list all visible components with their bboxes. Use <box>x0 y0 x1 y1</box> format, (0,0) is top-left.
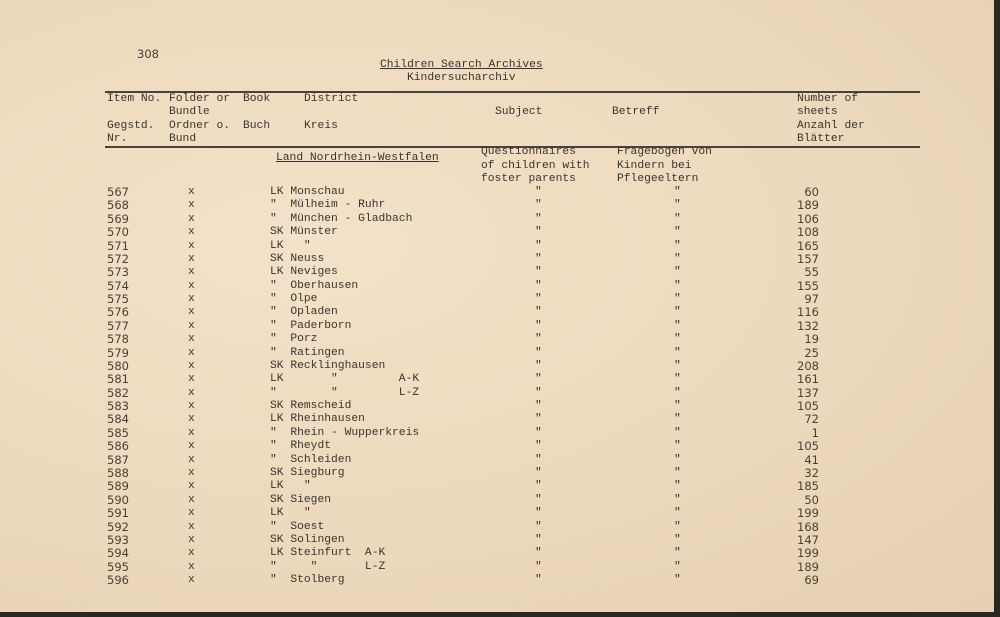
betreff-ditto: " <box>674 239 681 252</box>
district-name: " München - Gladbach <box>270 212 413 225</box>
sheet-count: 185 <box>797 479 819 494</box>
folder-mark: x <box>188 507 195 520</box>
subject-ditto: " <box>535 186 542 198</box>
district-name: LK " <box>270 239 311 252</box>
district-name: " Opladen <box>270 306 338 319</box>
district-name: " Soest <box>270 520 325 533</box>
district-name: LK " <box>270 507 311 520</box>
district-name: LK " <box>270 480 311 493</box>
subject-ditto: " <box>535 413 542 426</box>
district-name: SK Neuss <box>270 252 325 265</box>
section-title: Land Nordrhein-Westfalen <box>276 152 439 164</box>
header-blaetter: Blätter <box>797 133 845 145</box>
item-number: 593 <box>107 532 129 547</box>
folder-mark: x <box>188 186 195 198</box>
folder-mark: x <box>188 453 195 466</box>
folder-mark: x <box>188 252 195 265</box>
subject-ditto: " <box>535 346 542 359</box>
section-subject-2: of children with <box>481 160 590 172</box>
subject-ditto: " <box>535 359 542 372</box>
subject-ditto: " <box>535 480 542 493</box>
betreff-ditto: " <box>674 252 681 265</box>
subject-ditto: " <box>535 212 542 225</box>
betreff-ditto: " <box>674 346 681 359</box>
district-name: " Olpe <box>270 293 318 306</box>
folder-mark: x <box>188 560 195 573</box>
item-number: 574 <box>107 278 129 293</box>
item-number: 577 <box>107 318 129 333</box>
sheet-count: 69 <box>804 573 819 588</box>
header-betreff: Betreff <box>612 106 660 118</box>
header-bundle: Bundle <box>169 106 210 118</box>
subject-ditto: " <box>535 279 542 292</box>
header-subject: Subject <box>495 106 543 118</box>
betreff-ditto: " <box>674 359 681 372</box>
sheet-count: 1 <box>811 425 819 440</box>
sheet-count: 189 <box>797 198 819 213</box>
sheet-count: 199 <box>797 506 819 521</box>
item-number: 582 <box>107 385 129 400</box>
district-name: SK Solingen <box>270 533 345 546</box>
subject-ditto: " <box>535 386 542 399</box>
folder-mark: x <box>188 373 195 386</box>
district-name: " " L-Z <box>270 560 386 573</box>
item-number: 579 <box>107 345 129 360</box>
subject-ditto: " <box>535 520 542 533</box>
subject-ditto: " <box>535 466 542 479</box>
item-number: 572 <box>107 251 129 266</box>
betreff-ditto: " <box>674 226 681 239</box>
betreff-ditto: " <box>674 306 681 319</box>
item-number: 585 <box>107 425 129 440</box>
folder-mark: x <box>188 400 195 413</box>
folder-mark: x <box>188 266 195 279</box>
betreff-ditto: " <box>674 533 681 546</box>
subject-ditto: " <box>535 319 542 332</box>
betreff-ditto: " <box>674 293 681 306</box>
subject-ditto: " <box>535 373 542 386</box>
folder-mark: x <box>188 533 195 546</box>
item-number: 581 <box>107 372 129 387</box>
district-name: " Porz <box>270 333 318 346</box>
subject-ditto: " <box>535 507 542 520</box>
district-name: SK Recklinghausen <box>270 359 386 372</box>
subject-ditto: " <box>535 440 542 453</box>
subject-ditto: " <box>535 306 542 319</box>
item-number: 573 <box>107 265 129 280</box>
sheet-count: 60 <box>804 185 819 199</box>
district-name: " Paderborn <box>270 319 352 332</box>
betreff-ditto: " <box>674 507 681 520</box>
betreff-ditto: " <box>674 547 681 560</box>
subject-ditto: " <box>535 239 542 252</box>
betreff-ditto: " <box>674 199 681 212</box>
betreff-ditto: " <box>674 400 681 413</box>
sheet-count: 55 <box>804 265 819 280</box>
betreff-ditto: " <box>674 279 681 292</box>
item-number: 576 <box>107 305 129 320</box>
sheet-count: 137 <box>797 385 819 400</box>
section-betreff-3: Pflegeeltern <box>617 173 699 185</box>
item-number: 594 <box>107 546 129 561</box>
district-name: SK Münster <box>270 226 338 239</box>
district-name: LK Neviges <box>270 266 338 279</box>
folder-mark: x <box>188 359 195 372</box>
item-number: 592 <box>107 519 129 534</box>
item-number: 586 <box>107 439 129 454</box>
sheet-count: 116 <box>797 305 819 320</box>
subject-ditto: " <box>535 266 542 279</box>
betreff-ditto: " <box>674 426 681 439</box>
district-name: " Ratingen <box>270 346 345 359</box>
header-folder: Folder or <box>169 93 231 105</box>
folder-mark: x <box>188 226 195 239</box>
folder-mark: x <box>188 333 195 346</box>
sheet-count: 72 <box>804 412 819 427</box>
betreff-ditto: " <box>674 480 681 493</box>
subject-ditto: " <box>535 252 542 265</box>
district-name: LK Rheinhausen <box>270 413 365 426</box>
subject-ditto: " <box>535 226 542 239</box>
item-number: 570 <box>107 225 129 240</box>
sheet-count: 41 <box>804 452 819 467</box>
district-name: " Rheydt <box>270 440 332 453</box>
item-number: 578 <box>107 332 129 347</box>
betreff-ditto: " <box>674 266 681 279</box>
item-number: 567 <box>107 185 129 199</box>
betreff-ditto: " <box>674 574 681 587</box>
folder-mark: x <box>188 574 195 587</box>
header-number-of: Number of <box>797 93 859 105</box>
header-nr: Nr. <box>107 133 128 145</box>
document-title: Children Search Archives <box>380 59 543 71</box>
betreff-ditto: " <box>674 186 681 198</box>
sheet-count: 105 <box>797 439 819 454</box>
header-book: Book <box>243 93 271 105</box>
item-number: 580 <box>107 358 129 373</box>
betreff-ditto: " <box>674 212 681 225</box>
betreff-ditto: " <box>674 560 681 573</box>
item-number: 589 <box>107 479 129 494</box>
district-name: LK Monschau <box>270 186 345 198</box>
folder-mark: x <box>188 547 195 560</box>
folder-mark: x <box>188 386 195 399</box>
district-name: " Rhein - Wupperkreis <box>270 426 420 439</box>
item-number: 587 <box>107 452 129 467</box>
section-subject-1: Questionnaires <box>481 146 576 158</box>
district-name: SK Siegen <box>270 493 332 506</box>
document-subtitle: Kindersucharchiv <box>407 72 516 84</box>
sheet-count: 155 <box>797 278 819 293</box>
header-buch: Buch <box>243 120 271 132</box>
sheet-count: 161 <box>797 372 819 387</box>
folder-mark: x <box>188 413 195 426</box>
folder-mark: x <box>188 199 195 212</box>
item-number: 583 <box>107 399 129 414</box>
item-number: 590 <box>107 492 129 507</box>
folder-mark: x <box>188 306 195 319</box>
district-name: " " L-Z <box>270 386 420 399</box>
district-name: SK Remscheid <box>270 400 352 413</box>
header-sheets: sheets <box>797 106 838 118</box>
sheet-count: 199 <box>797 546 819 561</box>
sheet-count: 157 <box>797 251 819 266</box>
section-betreff-2: Kindern bei <box>617 160 692 172</box>
header-district: District <box>304 93 359 105</box>
subject-ditto: " <box>535 574 542 587</box>
item-number: 591 <box>107 506 129 521</box>
district-name: " Mülheim - Ruhr <box>270 199 386 212</box>
sheet-count: 106 <box>797 211 819 226</box>
sheet-count: 97 <box>804 292 819 307</box>
betreff-ditto: " <box>674 373 681 386</box>
district-name: SK Siegburg <box>270 466 345 479</box>
folder-mark: x <box>188 426 195 439</box>
folder-mark: x <box>188 212 195 225</box>
folder-mark: x <box>188 319 195 332</box>
district-name: " Stolberg <box>270 574 345 587</box>
subject-ditto: " <box>535 333 542 346</box>
sheet-count: 25 <box>804 345 819 360</box>
folder-mark: x <box>188 279 195 292</box>
item-number: 575 <box>107 292 129 307</box>
sheet-count: 32 <box>804 465 819 480</box>
item-number: 588 <box>107 465 129 480</box>
subject-ditto: " <box>535 560 542 573</box>
item-number: 571 <box>107 238 129 253</box>
section-subject-3: foster parents <box>481 173 576 185</box>
sheet-count: 50 <box>804 492 819 507</box>
subject-ditto: " <box>535 293 542 306</box>
page-number: 308 <box>137 47 159 61</box>
folder-mark: x <box>188 493 195 506</box>
folder-mark: x <box>188 239 195 252</box>
district-name: LK Steinfurt A-K <box>270 547 386 560</box>
sheet-count: 147 <box>797 532 819 547</box>
sheet-count: 189 <box>797 559 819 574</box>
header-item-no: Item No. <box>107 93 162 105</box>
item-number: 569 <box>107 211 129 226</box>
item-number: 568 <box>107 198 129 213</box>
district-name: LK " A-K <box>270 373 420 386</box>
item-number: 596 <box>107 573 129 588</box>
subject-ditto: " <box>535 453 542 466</box>
header-ordner: Ordner o. <box>169 120 231 132</box>
sheet-count: 108 <box>797 225 819 240</box>
folder-mark: x <box>188 466 195 479</box>
betreff-ditto: " <box>674 440 681 453</box>
subject-ditto: " <box>535 426 542 439</box>
header-bund: Bund <box>169 133 197 145</box>
folder-mark: x <box>188 520 195 533</box>
subject-ditto: " <box>535 493 542 506</box>
subject-ditto: " <box>535 533 542 546</box>
folder-mark: x <box>188 293 195 306</box>
subject-ditto: " <box>535 199 542 212</box>
betreff-ditto: " <box>674 453 681 466</box>
subject-ditto: " <box>535 400 542 413</box>
betreff-ditto: " <box>674 413 681 426</box>
item-number: 584 <box>107 412 129 427</box>
sheet-count: 168 <box>797 519 819 534</box>
sheet-count: 208 <box>797 358 819 373</box>
betreff-ditto: " <box>674 386 681 399</box>
folder-mark: x <box>188 440 195 453</box>
subject-ditto: " <box>535 547 542 560</box>
betreff-ditto: " <box>674 333 681 346</box>
betreff-ditto: " <box>674 520 681 533</box>
district-name: " Schleiden <box>270 453 352 466</box>
sheet-count: 105 <box>797 399 819 414</box>
betreff-ditto: " <box>674 493 681 506</box>
betreff-ditto: " <box>674 319 681 332</box>
sheet-count: 132 <box>797 318 819 333</box>
header-anzahl: Anzahl der <box>797 120 865 132</box>
header-kreis: Kreis <box>304 120 338 132</box>
folder-mark: x <box>188 346 195 359</box>
district-name: " Oberhausen <box>270 279 359 292</box>
betreff-ditto: " <box>674 466 681 479</box>
section-betreff-1: Fragebogen von <box>617 146 712 158</box>
header-gegstd: Gegstd. <box>107 120 155 132</box>
sheet-count: 19 <box>804 332 819 347</box>
folder-mark: x <box>188 480 195 493</box>
item-number: 595 <box>107 559 129 574</box>
sheet-count: 165 <box>797 238 819 253</box>
